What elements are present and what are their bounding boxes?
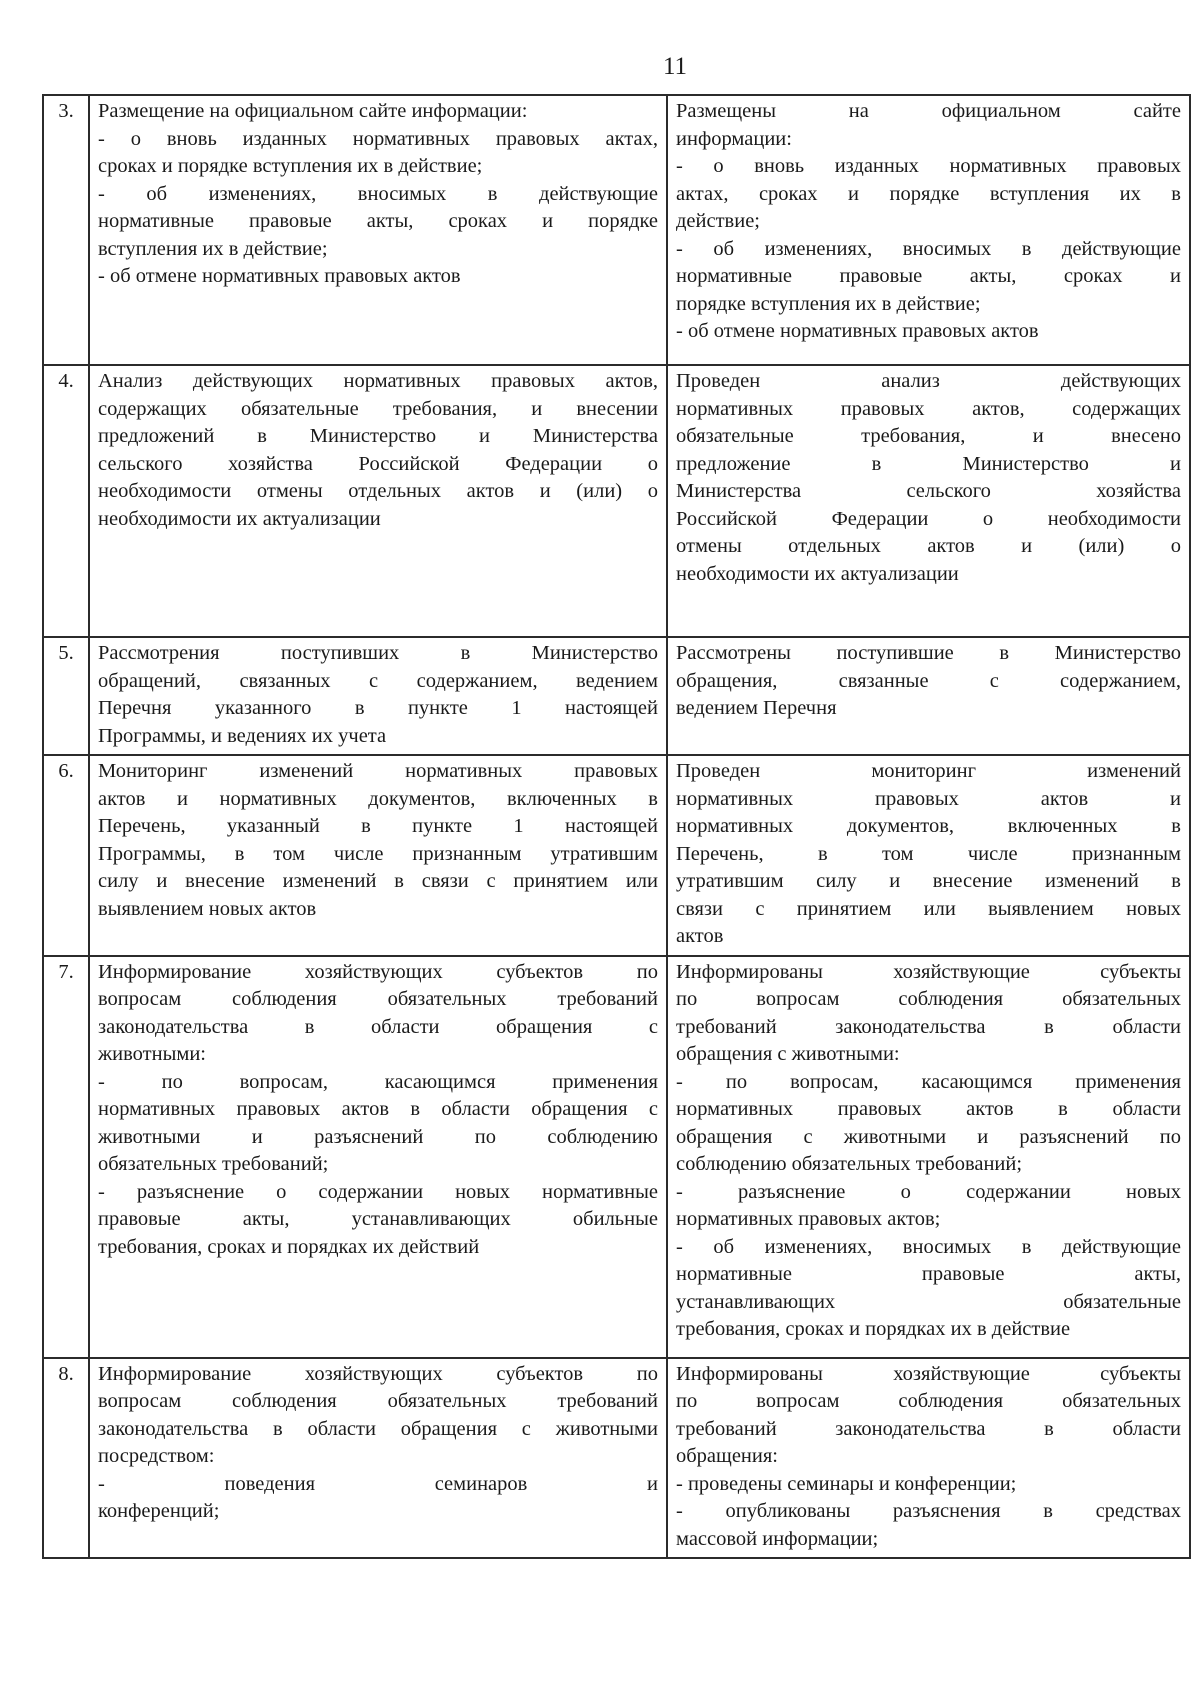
result-cell-line: нормативных правовых актов в области: [676, 1098, 1181, 1120]
result-cell-line: порядке вступления их в действие;: [676, 292, 981, 315]
report-table: [42, 94, 1191, 1559]
action-cell-line: Программы, в том числе признанным утратившим: [98, 842, 658, 865]
result-cell: [667, 956, 1190, 1358]
action-cell-line: актов и нормативных документов, включенных в: [98, 787, 658, 810]
row-number: 4.: [58, 370, 74, 392]
action-cell-line: посредством:: [98, 1445, 215, 1467]
table-row: [43, 365, 1190, 637]
action-cell-line: обязательных требований;: [98, 1153, 329, 1175]
action-cell-line: законодательства в области обращения с животными: [98, 1417, 658, 1440]
action-cell-line: - об отмене нормативных правовых актов: [98, 265, 461, 287]
action-cell: [89, 637, 667, 755]
result-cell-line: нормативных правовых актов и: [676, 787, 1181, 810]
result-cell-line: - проведены семинары и конференции;: [676, 1472, 1017, 1495]
action-cell-line: - разъяснение о содержании новых нормативные: [98, 1180, 658, 1203]
result-cell-line: требований законодательства в области: [676, 1015, 1181, 1038]
action-cell-line: Перечень, указанный в пункте 1 настоящей: [98, 815, 658, 837]
result-cell-line: по вопросам соблюдения обязательных: [676, 1390, 1181, 1412]
action-cell: [89, 755, 667, 956]
result-cell-line: утратившим силу и внесение изменений в: [676, 870, 1181, 892]
action-cell-line: выявлением новых актов: [98, 897, 317, 920]
result-cell-line: обращения с животными и разъяснений по: [676, 1125, 1181, 1148]
action-cell-line: конференций;: [98, 1500, 220, 1522]
result-cell-line: Министерства сельского хозяйства: [676, 480, 1181, 502]
result-cell-line: по вопросам соблюдения обязательных: [676, 988, 1181, 1010]
result-cell-line: Перечень, в том числе признанным: [676, 842, 1181, 865]
result-cell-line: предложение в Министерство и: [676, 452, 1181, 475]
result-cell-line: обращения:: [676, 1445, 778, 1467]
result-cell-line: - об изменениях, вносимых в действующие: [676, 237, 1181, 260]
row-number: 8.: [58, 1362, 74, 1385]
row-number-cell: [43, 365, 89, 637]
action-cell-line: животными:: [98, 1043, 206, 1065]
table-row: [43, 755, 1190, 956]
table-row: [43, 1358, 1190, 1559]
action-cell-line: обращений, связанных с содержанием, ведением: [98, 669, 658, 692]
action-cell-line: - об изменениях, вносимых в действующие: [98, 182, 658, 205]
result-cell-line: устанавливающих обязательные: [676, 1290, 1181, 1313]
result-cell-line: обращения, связанные с содержанием,: [676, 669, 1181, 692]
action-cell-line: сроках и порядке вступления их в действие;: [98, 155, 483, 177]
result-cell-line: нормативные правовые акты, сроках и: [676, 265, 1181, 287]
result-cell: [667, 95, 1190, 365]
result-cell-line: Информированы хозяйствующие субъекты: [676, 960, 1181, 983]
action-cell-line: животными и разъяснений по соблюдению: [98, 1125, 658, 1148]
action-cell-line: Программы, и ведениях их учета: [98, 724, 387, 747]
row-number: 6.: [58, 760, 74, 782]
action-cell-line: Размещение на официальном сайте информации:: [98, 100, 528, 122]
result-cell: [667, 1358, 1190, 1559]
action-cell-line: Мониторинг изменений нормативных правовых: [98, 760, 658, 782]
table-row: [43, 956, 1190, 1358]
result-cell-line: обязательные требования, и внесено: [676, 425, 1181, 447]
action-cell-line: законодательства в области обращения с: [98, 1015, 658, 1038]
row-number-cell: [43, 1358, 89, 1559]
result-cell-line: Российской Федерации о необходимости: [676, 507, 1181, 530]
row-number-cell: [43, 95, 89, 365]
result-cell-line: - опубликованы разъяснения в средствах: [676, 1500, 1181, 1522]
result-cell-line: связи с принятием или выявлением новых: [676, 897, 1181, 920]
row-number-cell: [43, 637, 89, 755]
result-cell-line: - об изменениях, вносимых в действующие: [676, 1235, 1181, 1258]
result-cell-line: необходимости их актуализации: [676, 562, 959, 585]
action-cell-line: Анализ действующих нормативных правовых актов,: [98, 370, 658, 392]
result-cell-line: ведением Перечня: [676, 697, 837, 719]
action-cell-line: необходимости их актуализации: [98, 507, 381, 530]
result-cell-line: нормативные правовые акты,: [676, 1263, 1181, 1285]
result-cell-line: требования, сроках и порядках их в действие: [676, 1318, 1071, 1340]
result-cell-line: актах, сроках и порядке вступления их в: [676, 182, 1181, 205]
page-number: 11: [662, 53, 688, 80]
result-cell-line: нормативных документов, включенных в: [676, 815, 1181, 837]
action-cell-line: требования, сроках и порядках их действий: [98, 1235, 480, 1258]
result-cell-line: нормативных правовых актов;: [676, 1208, 941, 1230]
result-cell-line: актов: [676, 925, 724, 947]
action-cell-line: нормативных правовых актов в области обращения с: [98, 1098, 658, 1120]
action-cell: [89, 956, 667, 1358]
result-cell-line: отмены отдельных актов и (или) о: [676, 535, 1181, 557]
row-number: 5.: [58, 642, 74, 664]
action-cell-line: Информирование хозяйствующих субъектов по: [98, 1362, 658, 1385]
action-cell-line: - о вновь изданных нормативных правовых актах,: [98, 127, 658, 150]
table-row: [43, 95, 1190, 365]
result-cell-line: действие;: [676, 210, 761, 232]
table-body: [43, 95, 1190, 1558]
result-cell-line: обращения с животными:: [676, 1043, 900, 1065]
action-cell-line: необходимости отмены отдельных актов и (или) о: [98, 480, 658, 502]
action-cell-line: предложений в Министерство и Министерства: [98, 425, 658, 447]
action-cell-line: - поведения семинаров и: [98, 1472, 658, 1495]
action-cell-line: нормативные правовые акты, сроках и порядке: [98, 210, 658, 232]
action-cell-line: силу и внесение изменений в связи с принятием или: [98, 870, 658, 892]
action-cell-line: вступления их в действие;: [98, 237, 328, 260]
result-cell-line: информации:: [676, 127, 792, 150]
result-cell-line: Информированы хозяйствующие субъекты: [676, 1362, 1181, 1385]
result-cell-line: Размещены на официальном сайте: [676, 100, 1181, 122]
result-cell: [667, 365, 1190, 637]
action-cell: [89, 1358, 667, 1559]
action-cell: [89, 95, 667, 365]
row-number-cell: [43, 755, 89, 956]
result-cell: [667, 637, 1190, 755]
result-cell-line: нормативных правовых актов, содержащих: [676, 397, 1181, 420]
result-cell-line: - об отмене нормативных правовых актов: [676, 320, 1039, 342]
result-cell-line: требований законодательства в области: [676, 1417, 1181, 1440]
action-cell-line: Перечня указанного в пункте 1 настоящей: [98, 697, 658, 719]
action-cell-line: содержащих обязательные требования, и внесении: [98, 397, 658, 420]
action-cell-line: вопросам соблюдения обязательных требований: [98, 988, 658, 1010]
row-number-cell: [43, 956, 89, 1358]
result-cell-line: - о вновь изданных нормативных правовых: [676, 155, 1181, 177]
result-cell-line: - разъяснение о содержании новых: [676, 1180, 1181, 1203]
row-number: 7.: [58, 960, 74, 983]
action-cell-line: правовые акты, устанавливающих обильные: [98, 1208, 658, 1230]
action-cell-line: - по вопросам, касающимся применения: [98, 1070, 658, 1093]
result-cell-line: Проведен мониторинг изменений: [676, 760, 1181, 782]
result-cell: [667, 755, 1190, 956]
action-cell-line: вопросам соблюдения обязательных требований: [98, 1390, 658, 1412]
result-cell-line: - по вопросам, касающимся применения: [676, 1070, 1181, 1093]
result-cell-line: массовой информации;: [676, 1527, 879, 1550]
result-cell-line: Рассмотрены поступившие в Министерство: [676, 642, 1181, 664]
result-cell-line: Проведен анализ действующих: [676, 370, 1181, 392]
action-cell-line: Информирование хозяйствующих субъектов по: [98, 960, 658, 983]
action-cell-line: Рассмотрения поступивших в Министерство: [98, 642, 658, 664]
result-cell-line: соблюдению обязательных требований;: [676, 1153, 1023, 1175]
action-cell: [89, 365, 667, 637]
action-cell-line: сельского хозяйства Российской Федерации о: [98, 452, 658, 475]
table-row: [43, 637, 1190, 755]
row-number: 3.: [58, 100, 74, 122]
